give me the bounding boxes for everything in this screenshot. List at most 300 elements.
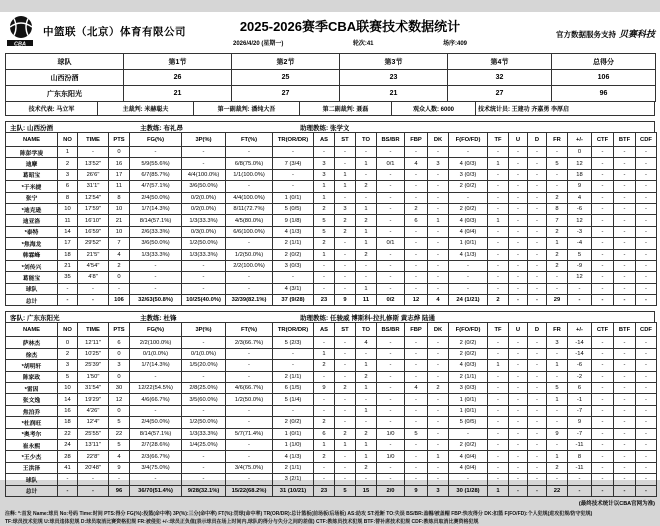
table-cell: - — [428, 147, 449, 158]
table-cell: -11 — [568, 462, 592, 473]
table-cell: - — [428, 337, 449, 348]
column-header-cell: TF — [488, 323, 509, 337]
table-cell: 2 — [335, 383, 356, 394]
table-cell: - — [377, 272, 405, 283]
table-cell: 2/2(100.0%) — [130, 337, 182, 348]
table-cell: - — [488, 348, 509, 359]
table-row — [6, 226, 657, 237]
table-cell: 0/2 — [377, 295, 405, 306]
table-cell: 29 — [547, 295, 568, 306]
table-cell: - — [449, 192, 488, 203]
table-cell: - — [314, 462, 335, 473]
table-cell: 2 — [547, 226, 568, 237]
table-cell: -3 — [568, 226, 592, 237]
table-cell: - — [356, 169, 377, 180]
table-cell: 总计 — [6, 485, 58, 496]
table-cell: 2 — [109, 260, 130, 271]
table-cell: - — [226, 371, 273, 382]
table-cell: - — [356, 260, 377, 271]
table-cell: - — [528, 238, 547, 249]
table-cell: - — [488, 417, 509, 428]
table-cell: - — [377, 439, 405, 450]
table-cell: 陈家政 — [6, 371, 58, 382]
table-cell: 9 — [335, 295, 356, 306]
table-cell: 1/0 — [377, 451, 405, 462]
table-cell: - — [449, 147, 488, 158]
table-cell: 1 — [58, 147, 78, 158]
table-cell: 17 — [58, 238, 78, 249]
column-header-cell: TO — [356, 323, 377, 337]
table-cell: 2 — [547, 249, 568, 260]
table-cell: 8/14(57.1%) — [130, 215, 182, 226]
table-cell: 9/28(32.1%) — [182, 485, 226, 496]
table-row — [6, 405, 657, 416]
table-cell: - — [314, 272, 335, 283]
table-cell: - — [130, 405, 182, 416]
table-cell: 1/2(50.0%) — [226, 394, 273, 405]
table-cell: - — [356, 394, 377, 405]
table-cell: 4 (0/3) — [449, 215, 488, 226]
table-cell: 16 — [109, 158, 130, 169]
table-cell: 5 (2/3) — [273, 337, 314, 348]
table-cell: - — [509, 428, 528, 439]
column-header-cell: 总得分 — [552, 54, 656, 70]
table-cell: - — [592, 215, 614, 226]
table-cell: - — [58, 295, 78, 306]
table-cell: - — [226, 451, 273, 462]
table-cell: -14 — [568, 337, 592, 348]
table-cell: - — [226, 147, 273, 158]
table-cell: - — [428, 283, 449, 294]
table-cell: - — [273, 348, 314, 359]
table-cell: - — [488, 405, 509, 416]
table-cell: -1 — [568, 394, 592, 405]
table-cell: - — [614, 383, 636, 394]
table-cell: - — [356, 417, 377, 428]
table-cell: 0 — [109, 405, 130, 416]
table-cell: 1 — [356, 360, 377, 371]
table-cell: 2/3(66.7%) — [226, 337, 273, 348]
table-cell: - — [377, 474, 405, 485]
table-cell: - — [547, 348, 568, 359]
table-cell: - — [614, 181, 636, 192]
table-cell: 陈彭学凌 — [6, 147, 58, 158]
table-cell: 16'10" — [78, 215, 109, 226]
table-cell: - — [335, 348, 356, 359]
table-cell: 4 — [405, 158, 428, 169]
table-cell: - — [636, 147, 657, 158]
table-cell: - — [78, 283, 109, 294]
table-row — [6, 394, 657, 405]
table-cell: 5 — [58, 371, 78, 382]
table-cell: *泰特 — [6, 226, 58, 237]
table-cell: 4 (0/4) — [449, 451, 488, 462]
column-header-cell: 球队 — [6, 54, 124, 70]
home-assistant-coaches: 助理教练: 张学文 — [300, 124, 350, 132]
table-cell: - — [614, 451, 636, 462]
table-cell: - — [614, 337, 636, 348]
table-cell: - — [636, 169, 657, 180]
column-header-cell: 第2节 — [232, 54, 340, 70]
table-cell: -6 — [568, 360, 592, 371]
column-header-cell: FT(%) — [226, 323, 273, 337]
table-cell: - — [335, 394, 356, 405]
table-cell: 3/4(75.0%) — [226, 462, 273, 473]
table-cell: 41 — [58, 462, 78, 473]
column-header-cell: TO — [356, 133, 377, 147]
table-cell: 3 — [314, 169, 335, 180]
table-cell: - — [428, 203, 449, 214]
table-cell: 2 — [547, 462, 568, 473]
table-cell: - — [547, 439, 568, 450]
column-header-cell: FG(%) — [130, 323, 182, 337]
table-cell: - — [528, 394, 547, 405]
table-cell: - — [377, 215, 405, 226]
table-cell: - — [428, 249, 449, 260]
table-cell: 18 — [58, 249, 78, 260]
table-cell: 12'11" — [78, 337, 109, 348]
table-cell: - — [592, 192, 614, 203]
column-header-cell: F(FO/FD) — [449, 133, 488, 147]
table-cell: - — [528, 348, 547, 359]
table-cell: - — [488, 462, 509, 473]
table-cell: 11 — [58, 215, 78, 226]
table-cell: - — [335, 147, 356, 158]
table-cell: 36/70(51.4%) — [130, 485, 182, 496]
table-cell: - — [509, 474, 528, 485]
table-row — [6, 485, 657, 496]
table-cell: - — [58, 485, 78, 496]
table-cell: - — [528, 260, 547, 271]
column-header-cell: 第1节 — [124, 54, 232, 70]
table-cell: 4 (1/3) — [449, 249, 488, 260]
table-cell: 1 (0/1) — [449, 394, 488, 405]
table-cell: 9 — [109, 462, 130, 473]
table-cell: 2/7(28.6%) — [130, 439, 182, 450]
table-cell: - — [614, 283, 636, 294]
table-cell: 张宁 — [6, 192, 58, 203]
table-row — [6, 439, 657, 450]
table-cell: - — [528, 417, 547, 428]
page-title: 2025-2026赛季CBA联赛技术数据统计 — [239, 19, 461, 34]
table-cell: 8 — [547, 203, 568, 214]
table-cell: 3 — [314, 158, 335, 169]
table-cell: - — [428, 272, 449, 283]
table-cell: - — [182, 283, 226, 294]
table-cell: - — [488, 226, 509, 237]
table-cell: - — [592, 405, 614, 416]
table-cell: 22 — [547, 485, 568, 496]
table-cell: - — [428, 181, 449, 192]
table-cell: - — [568, 474, 592, 485]
table-cell: 1 — [356, 238, 377, 249]
table-cell: - — [428, 417, 449, 428]
table-cell: - — [405, 394, 428, 405]
table-cell: -14 — [568, 348, 592, 359]
table-cell: - — [377, 394, 405, 405]
table-cell: - — [592, 485, 614, 496]
table-cell: -6 — [568, 203, 592, 214]
game-round: 轮次:41 — [352, 41, 374, 47]
table-cell: - — [636, 405, 657, 416]
table-cell: - — [592, 147, 614, 158]
table-cell: - — [509, 238, 528, 249]
table-cell: 32/63(50.8%) — [130, 295, 182, 306]
table-cell: - — [509, 249, 528, 260]
table-cell: 0/3(0.0%) — [182, 226, 226, 237]
column-header-cell: ST — [335, 133, 356, 147]
table-cell: 球队 — [6, 283, 58, 294]
table-cell: 8 — [109, 192, 130, 203]
table-cell: 2/3(66.7%) — [130, 451, 182, 462]
table-cell: 2/0 — [377, 485, 405, 496]
table-cell: 8 — [58, 192, 78, 203]
table-cell: 1 — [314, 181, 335, 192]
table-cell: 25 — [232, 70, 340, 86]
column-header-cell: 第4节 — [448, 54, 552, 70]
table-cell: 1 — [488, 158, 509, 169]
table-cell: 1 — [428, 215, 449, 226]
table-cell: - — [528, 249, 547, 260]
table-cell: 3/5(60.0%) — [182, 394, 226, 405]
table-cell: *焦海龙 — [6, 238, 58, 249]
column-header-cell: PTS — [109, 323, 130, 337]
table-cell: 3 (0/3) — [449, 169, 488, 180]
table-cell: - — [592, 371, 614, 382]
column-header-cell: 3P(%) — [182, 133, 226, 147]
table-cell: 18 — [568, 169, 592, 180]
table-cell: - — [509, 417, 528, 428]
table-cell: 13'11" — [78, 439, 109, 450]
table-cell: - — [405, 249, 428, 260]
table-cell: - — [592, 249, 614, 260]
table-cell: - — [509, 283, 528, 294]
table-cell: 4 — [109, 249, 130, 260]
table-cell: 2 (1/1) — [273, 462, 314, 473]
table-cell: 23 — [314, 295, 335, 306]
table-cell: 1 — [335, 181, 356, 192]
table-cell: 2 (1/1) — [449, 371, 488, 382]
column-header-cell: D — [528, 323, 547, 337]
table-cell: 12 — [568, 215, 592, 226]
table-cell: - — [509, 295, 528, 306]
table-cell: - — [273, 147, 314, 158]
table-cell: 106 — [552, 70, 656, 86]
table-cell: - — [528, 295, 547, 306]
table-row — [6, 451, 657, 462]
table-cell: 1/3(33.3%) — [182, 428, 226, 439]
table-cell: 4 — [428, 295, 449, 306]
table-cell: 10 — [58, 203, 78, 214]
support-label: 官方数据服务支持 — [555, 30, 616, 39]
table-cell: - — [405, 192, 428, 203]
table-cell: 14 — [58, 226, 78, 237]
table-cell: 5/9(55.6%) — [130, 158, 182, 169]
table-cell: - — [335, 462, 356, 473]
table-cell: 1 — [335, 169, 356, 180]
table-cell: - — [182, 337, 226, 348]
table-cell: - — [488, 451, 509, 462]
table-cell: - — [614, 462, 636, 473]
table-cell: - — [528, 283, 547, 294]
table-cell: - — [182, 451, 226, 462]
table-cell: 0/1(0.0%) — [130, 348, 182, 359]
table-cell: - — [547, 405, 568, 416]
table-cell: 37 (9/28) — [273, 295, 314, 306]
table-cell: 4 (0/4) — [449, 226, 488, 237]
table-cell: 8/11(72.7%) — [226, 203, 273, 214]
table-cell: 32 — [448, 70, 552, 86]
table-cell: - — [488, 147, 509, 158]
table-cell: 4 (3/1) — [273, 283, 314, 294]
table-cell: 17 — [109, 169, 130, 180]
table-cell: - — [449, 283, 488, 294]
table-cell: 4 (0/3) — [449, 360, 488, 371]
table-cell: 3 — [58, 360, 78, 371]
table-cell: -2 — [568, 371, 592, 382]
table-cell: 山西汾酒 — [6, 70, 124, 86]
table-cell: 2 (0/2) — [273, 417, 314, 428]
column-header-cell: F(FO/FD) — [449, 323, 488, 337]
table-cell: - — [182, 260, 226, 271]
table-cell: 29'52" — [78, 238, 109, 249]
table-cell: *于米捷 — [6, 181, 58, 192]
table-cell: 2 — [547, 192, 568, 203]
table-cell: *王少杰 — [6, 451, 58, 462]
table-cell: - — [377, 462, 405, 473]
table-cell: - — [377, 383, 405, 394]
table-row — [6, 249, 657, 260]
table-cell: - — [226, 405, 273, 416]
table-cell: 3 — [109, 360, 130, 371]
table-cell: - — [335, 283, 356, 294]
table-cell: 1 — [356, 203, 377, 214]
table-cell: 21 — [109, 215, 130, 226]
column-header-cell: U — [509, 323, 528, 337]
table-cell: - — [377, 371, 405, 382]
table-cell: - — [528, 337, 547, 348]
table-cell: - — [428, 394, 449, 405]
table-cell: 22'8" — [78, 451, 109, 462]
table-cell: - — [356, 348, 377, 359]
table-cell: 1'50" — [78, 371, 109, 382]
table-cell: 1/2(50.0%) — [226, 249, 273, 260]
table-cell: 19'29" — [78, 394, 109, 405]
table-cell: 1/0 — [377, 428, 405, 439]
official-source-note: (最终技术统计以CBA官网为准) — [578, 500, 655, 507]
table-cell: - — [592, 272, 614, 283]
table-cell: 2 (0/2) — [449, 348, 488, 359]
table-cell: 96 — [109, 485, 130, 496]
table-cell: 12 — [568, 158, 592, 169]
table-cell: 4/6(66.7%) — [130, 394, 182, 405]
home-stat-table — [5, 132, 657, 306]
column-header-cell: +/- — [568, 323, 592, 337]
table-cell: 2 — [314, 451, 335, 462]
column-header-cell: BTF — [614, 323, 636, 337]
table-cell: 5 — [109, 439, 130, 450]
table-row — [6, 417, 657, 428]
table-cell: 6/6(100.0%) — [226, 226, 273, 237]
table-cell: 21 — [340, 86, 448, 102]
table-cell: - — [405, 260, 428, 271]
table-cell: - — [109, 474, 130, 485]
column-header-cell: 3P(%) — [182, 323, 226, 337]
table-cell: - — [509, 192, 528, 203]
table-row — [6, 383, 657, 394]
table-cell: - — [528, 451, 547, 462]
table-cell: - — [636, 428, 657, 439]
column-header-cell: CTF — [592, 323, 614, 337]
table-row — [6, 283, 657, 294]
table-cell: 10/25(40.0%) — [182, 295, 226, 306]
table-cell: - — [130, 371, 182, 382]
table-cell: - — [528, 428, 547, 439]
table-cell: 10 — [58, 383, 78, 394]
table-cell: 30 (1/28) — [449, 485, 488, 496]
table-cell: 4 — [109, 451, 130, 462]
table-cell: 106 — [109, 295, 130, 306]
table-cell: *雷因 — [6, 383, 58, 394]
table-row — [6, 169, 657, 180]
table-cell: - — [509, 348, 528, 359]
table-cell: - — [614, 485, 636, 496]
table-cell: 31'1" — [78, 181, 109, 192]
table-cell: - — [335, 238, 356, 249]
table-cell: 7 — [547, 215, 568, 226]
away-team-name: 客队: 广东东阳光 — [10, 314, 60, 322]
table-cell: - — [273, 169, 314, 180]
table-cell: - — [405, 272, 428, 283]
table-cell: 9 — [568, 417, 592, 428]
table-cell: - — [58, 283, 78, 294]
table-cell: 0 — [568, 147, 592, 158]
table-cell: 5 — [547, 158, 568, 169]
table-cell: 2 — [356, 371, 377, 382]
table-cell: - — [78, 474, 109, 485]
table-cell: - — [528, 272, 547, 283]
table-cell: 5 — [335, 485, 356, 496]
table-cell: 10 — [109, 226, 130, 237]
table-cell: - — [528, 371, 547, 382]
table-cell: 1/2(50.0%) — [182, 417, 226, 428]
cba-logo-icon — [5, 15, 39, 47]
table-cell: - — [377, 417, 405, 428]
table-cell: - — [488, 272, 509, 283]
table-cell: - — [356, 192, 377, 203]
header-center — [225, 15, 475, 47]
game-meta — [225, 38, 475, 47]
table-cell: - — [226, 417, 273, 428]
table-cell: 迪亚洛 — [6, 215, 58, 226]
table-cell: - — [592, 451, 614, 462]
table-cell: 王洪泽 — [6, 462, 58, 473]
first-referee: 第一副裁判: 潘纯大吾 — [194, 102, 300, 115]
column-header-cell: CTF — [592, 133, 614, 147]
table-cell: - — [592, 203, 614, 214]
table-cell: - — [226, 283, 273, 294]
table-cell: - — [636, 417, 657, 428]
table-cell: 4'26" — [78, 405, 109, 416]
table-cell: 26 — [124, 70, 232, 86]
table-cell: 2 (1/1) — [273, 371, 314, 382]
table-cell: - — [592, 238, 614, 249]
table-cell: *杜润旺 — [6, 417, 58, 428]
table-cell: 10 — [109, 203, 130, 214]
column-header-cell: BS/BR — [377, 323, 405, 337]
table-cell: - — [592, 295, 614, 306]
table-cell: -7 — [568, 428, 592, 439]
